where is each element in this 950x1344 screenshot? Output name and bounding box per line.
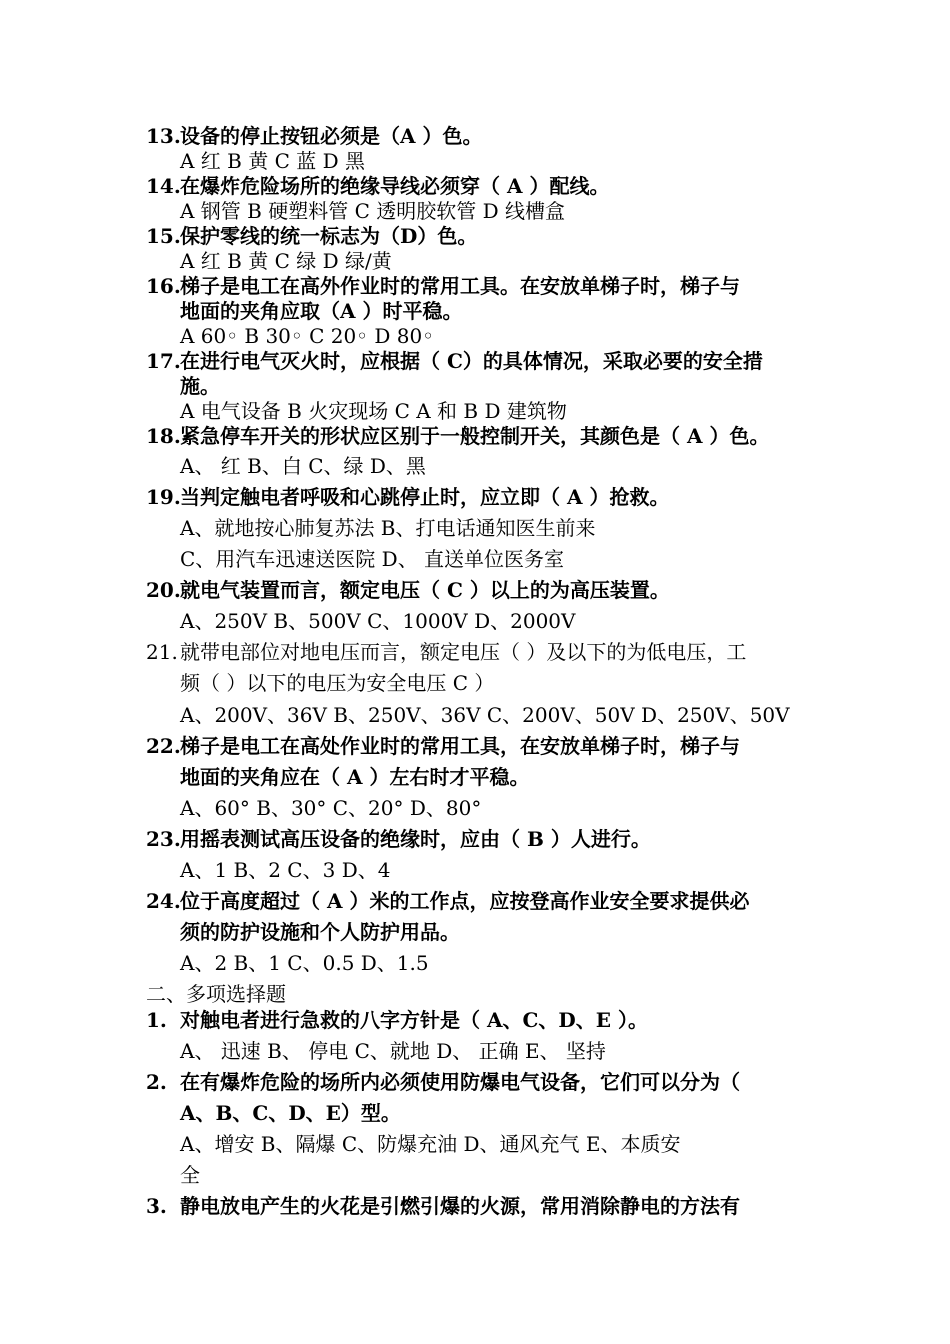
question-text: 静电放电产生的火花是引燃引爆的火源，常用消除静电的方法有 [180,1194,740,1218]
question-text-continued: 地面的夹角应在（ A ）左右时才平稳。 [180,765,530,789]
question-number: 20. [146,578,181,602]
options-text: A、 迅速 B、 停电 C、就地 D、 正确 E、 坚持 [180,1039,606,1063]
question-22-continued [0,763,950,791]
question-15-options [0,247,950,275]
options-text: A、2 B、1 C、0.5 D、1.5 [180,951,429,975]
question-20-options [0,607,950,635]
question-16-options [0,322,950,350]
question-text: 在爆炸危险场所的绝缘导线必须穿（ A ）配线。 [180,174,610,198]
question-text-continued: 频（ ）以下的电压为安全电压 C ） [180,671,495,695]
question-number: 21. [146,640,178,664]
question-17-options [0,397,950,425]
question-13 [0,122,950,150]
question-text: 当判定触电者呼吸和心跳停止时，应立即（ A ）抢救。 [180,485,670,509]
multi-question-2-continued [0,1099,950,1127]
question-text: 保护零线的统一标志为（D）色。 [180,224,478,248]
question-text-continued: A、B、C、D、E）型。 [180,1101,401,1125]
options-text: A 红 B 黄 C 绿 D 绿/黄 [180,249,392,273]
question-16 [0,272,950,300]
question-23-options [0,856,950,884]
question-21-continued [0,669,950,697]
question-text-continued: 须的防护设施和个人防护用品。 [180,920,460,944]
options-text: A 红 B 黄 C 蓝 D 黑 [180,149,365,173]
options-text: A 60◦ B 30◦ C 20◦ D 80◦ [180,324,434,348]
question-18 [0,422,950,450]
section-title: 二、多项选择题 [146,982,286,1006]
question-text: 就电气装置而言，额定电压（ C ）以上的为高压装置。 [180,578,670,602]
options-text: A、200V、36V B、250V、36V C、200V、50V D、250V、50V [180,703,790,727]
question-text: 梯子是电工在高外作业时的常用工具。在安放单梯子时，梯子与 [180,274,740,298]
multi-question-3 [0,1192,950,1220]
question-17-continued [0,372,950,400]
question-24-continued [0,918,950,946]
question-19-options-2 [0,545,950,573]
options-text: 全 [180,1163,200,1187]
question-17 [0,347,950,375]
question-text: 用摇表测试高压设备的绝缘时，应由（ B ）人进行。 [180,827,651,851]
question-15 [0,222,950,250]
question-number: 3. [146,1194,167,1218]
question-22 [0,732,950,760]
question-14-options [0,197,950,225]
multi-question-1-options [0,1037,950,1065]
section-title-row [0,980,950,1008]
multi-question-1 [0,1006,950,1034]
question-text: 位于高度超过（ A ）米的工作点，应按登高作业安全要求提供必 [180,889,750,913]
question-24-options [0,949,950,977]
options-text: A 钢管 B 硬塑料管 C 透明胶软管 D 线槽盒 [180,199,565,223]
question-number: 15. [146,224,181,248]
question-19-options [0,514,950,542]
question-24 [0,887,950,915]
options-text: C、用汽车迅速送医院 D、 直送单位医务室 [180,547,565,571]
question-number: 2. [146,1070,167,1094]
question-text-continued: 地面的夹角应取（A ）时平稳。 [180,299,463,323]
question-19 [0,483,950,511]
options-text: A、 红 B、白 C、绿 D、黑 [180,454,426,478]
options-text: A 电气设备 B 火灾现场 C A 和 B D 建筑物 [180,399,567,423]
question-text-continued: 施。 [180,374,220,398]
question-text: 在有爆炸危险的场所内必须使用防爆电气设备，它们可以分为（ [180,1070,740,1094]
question-20 [0,576,950,604]
question-text: 梯子是电工在高处作业时的常用工具，在安放单梯子时，梯子与 [180,734,740,758]
multi-question-2 [0,1068,950,1096]
question-23 [0,825,950,853]
multi-question-2-options-2 [0,1161,950,1189]
question-number: 1. [146,1008,167,1032]
question-number: 16. [146,274,181,298]
question-21 [0,638,950,666]
question-text: 在进行电气灭火时，应根据（ C）的具体情况，采取必要的安全措 [180,349,763,373]
question-number: 13. [146,124,181,148]
question-number: 22. [146,734,181,758]
question-14 [0,172,950,200]
options-text: A、增安 B、隔爆 C、防爆充油 D、通风充气 E、本质安 [180,1132,681,1156]
question-13-options [0,147,950,175]
question-text: 对触电者进行急救的八字方针是（ A、C、D、E ）。 [180,1008,648,1032]
question-text: 就带电部位对地电压而言，额定电压（ ）及以下的为低电压，工 [180,640,747,664]
question-number: 18. [146,424,181,448]
question-number: 24. [146,889,181,913]
multi-question-2-options [0,1130,950,1158]
question-number: 14. [146,174,181,198]
question-number: 23. [146,827,181,851]
options-text: A、1 B、2 C、3 D、4 [180,858,391,882]
question-18-options [0,452,950,480]
question-16-continued [0,297,950,325]
question-22-options [0,794,950,822]
options-text: A、就地按心肺复苏法 B、打电话通知医生前来 [180,516,596,540]
question-number: 19. [146,485,181,509]
question-text: 紧急停车开关的形状应区别于一般控制开关，其颜色是（ A ）色。 [180,424,770,448]
options-text: A、250V B、500V C、1000V D、2000V [180,609,576,633]
options-text: A、60° B、30° C、20° D、80° [180,796,482,820]
question-21-options [0,701,950,729]
question-number: 17. [146,349,181,373]
question-text: 设备的停止按钮必须是（A ）色。 [180,124,483,148]
